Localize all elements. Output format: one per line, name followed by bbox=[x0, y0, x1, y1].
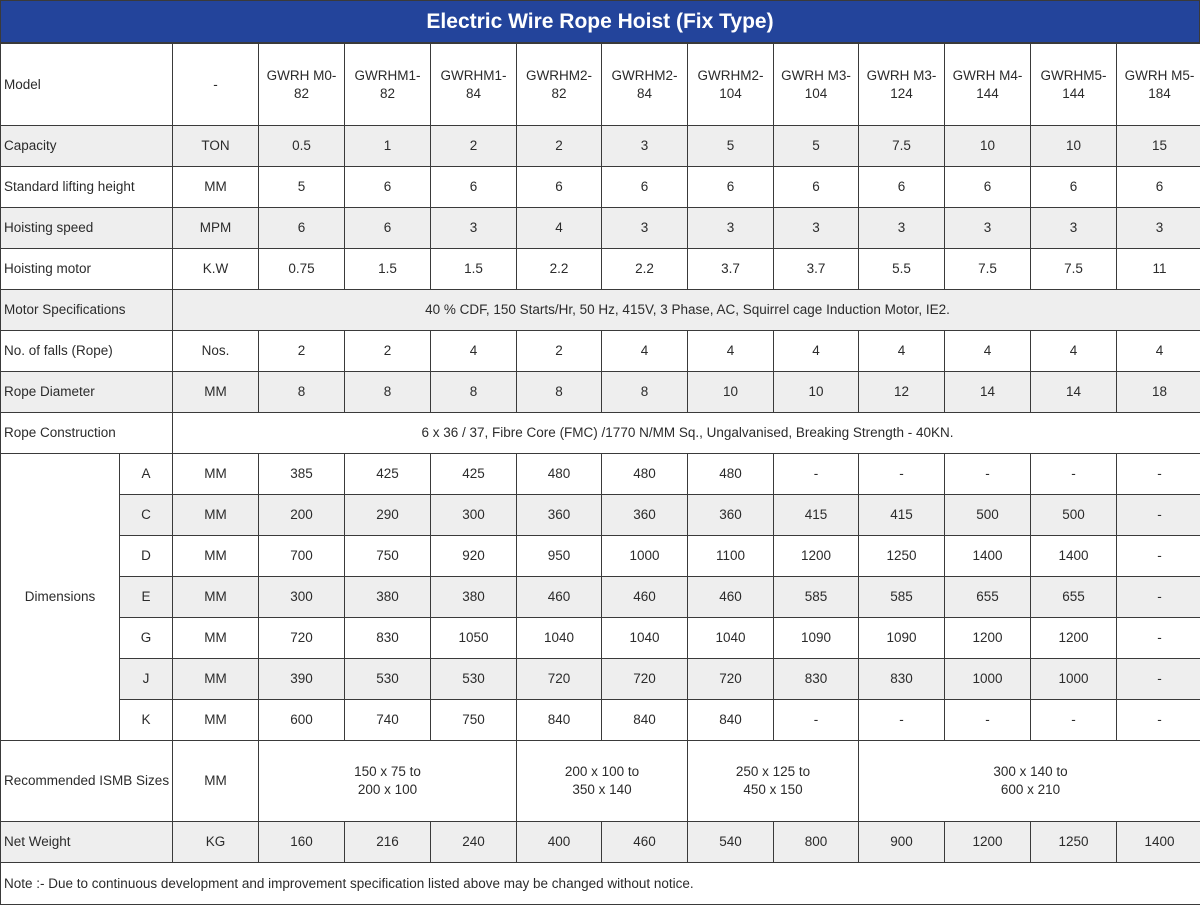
value-cell: - bbox=[1117, 700, 1200, 741]
dimension-row bbox=[1, 454, 1200, 495]
value-cell: 5 bbox=[259, 167, 345, 208]
value-cell: 6 bbox=[774, 167, 859, 208]
value-cell: - bbox=[1031, 454, 1117, 495]
value-cell: 460 bbox=[602, 822, 688, 863]
ismb-line: 250 x 125 to bbox=[690, 763, 856, 781]
dimension-key: J bbox=[120, 659, 173, 700]
spec-row bbox=[1, 372, 1200, 413]
dimension-key: E bbox=[120, 577, 173, 618]
ismb-line: 350 x 140 bbox=[519, 781, 685, 799]
page-title: Electric Wire Rope Hoist (Fix Type) bbox=[0, 0, 1200, 43]
value-cell: 390 bbox=[259, 659, 345, 700]
spec-row bbox=[1, 331, 1200, 372]
model-name-cell: GWRH M5-184 bbox=[1117, 44, 1200, 126]
value-cell: 4 bbox=[859, 331, 945, 372]
dimension-key: K bbox=[120, 700, 173, 741]
value-cell: 11 bbox=[1117, 249, 1200, 290]
value-cell: 5.5 bbox=[859, 249, 945, 290]
value-cell: 4 bbox=[688, 331, 774, 372]
value-cell: 460 bbox=[602, 577, 688, 618]
dimension-row bbox=[1, 659, 1200, 700]
value-cell: 460 bbox=[517, 577, 602, 618]
value-cell: 840 bbox=[602, 700, 688, 741]
value-cell: 1.5 bbox=[345, 249, 431, 290]
value-cell: - bbox=[1117, 536, 1200, 577]
value-cell: - bbox=[1117, 618, 1200, 659]
value-cell: - bbox=[774, 700, 859, 741]
value-cell: 1400 bbox=[1117, 822, 1200, 863]
dimension-key: G bbox=[120, 618, 173, 659]
model-header-row bbox=[1, 44, 1200, 126]
unit-cell: MM bbox=[173, 741, 259, 822]
value-cell: 1090 bbox=[859, 618, 945, 659]
value-cell: - bbox=[1117, 659, 1200, 700]
value-cell: 1090 bbox=[774, 618, 859, 659]
model-name-cell: GWRH M4-144 bbox=[945, 44, 1031, 126]
model-name-cell: GWRH M3-124 bbox=[859, 44, 945, 126]
value-cell: 750 bbox=[431, 700, 517, 741]
value-cell: 2 bbox=[345, 331, 431, 372]
row-label: Motor Specifications bbox=[1, 290, 173, 331]
dimension-row bbox=[1, 577, 1200, 618]
value-cell: 415 bbox=[774, 495, 859, 536]
value-cell: 2.2 bbox=[517, 249, 602, 290]
motor-spec-text: 40 % CDF, 150 Starts/Hr, 50 Hz, 415V, 3 Phase, AC, Squirrel cage Induction Motor, IE2. bbox=[173, 290, 1200, 331]
unit-cell: TON bbox=[173, 126, 259, 167]
dimension-row bbox=[1, 700, 1200, 741]
motor-spec-row bbox=[1, 290, 1200, 331]
value-cell: 160 bbox=[259, 822, 345, 863]
ismb-line: 300 x 140 to bbox=[861, 763, 1200, 781]
value-cell: 480 bbox=[688, 454, 774, 495]
value-cell: 4 bbox=[517, 208, 602, 249]
value-cell: 10 bbox=[1031, 126, 1117, 167]
value-cell: 240 bbox=[431, 822, 517, 863]
value-cell: 8 bbox=[517, 372, 602, 413]
row-label: Recommended ISMB Sizes bbox=[1, 741, 173, 822]
row-label: Standard lifting height bbox=[1, 167, 173, 208]
model-name-cell: GWRH M0-82 bbox=[259, 44, 345, 126]
note-row bbox=[1, 863, 1200, 905]
value-cell: 6 bbox=[345, 208, 431, 249]
value-cell: 415 bbox=[859, 495, 945, 536]
value-cell: 480 bbox=[602, 454, 688, 495]
value-cell: 540 bbox=[688, 822, 774, 863]
value-cell: 6 bbox=[517, 167, 602, 208]
row-label: Hoisting speed bbox=[1, 208, 173, 249]
value-cell: 360 bbox=[602, 495, 688, 536]
value-cell: 3 bbox=[602, 208, 688, 249]
value-cell: - bbox=[945, 454, 1031, 495]
value-cell: 4 bbox=[945, 331, 1031, 372]
value-cell: 4 bbox=[774, 331, 859, 372]
footnote: Note :- Due to continuous development and improvement specification listed above may be changed without notice. bbox=[1, 863, 1200, 905]
dimension-key: C bbox=[120, 495, 173, 536]
value-cell: 18 bbox=[1117, 372, 1200, 413]
value-cell: 1100 bbox=[688, 536, 774, 577]
value-cell: 700 bbox=[259, 536, 345, 577]
value-cell: 720 bbox=[259, 618, 345, 659]
value-cell: 500 bbox=[945, 495, 1031, 536]
value-cell: 585 bbox=[774, 577, 859, 618]
value-cell: 600 bbox=[259, 700, 345, 741]
unit-cell: K.W bbox=[173, 249, 259, 290]
value-cell: 8 bbox=[431, 372, 517, 413]
value-cell: 6 bbox=[688, 167, 774, 208]
ismb-line: 200 x 100 to bbox=[519, 763, 685, 781]
row-label: Hoisting motor bbox=[1, 249, 173, 290]
dimension-row bbox=[1, 536, 1200, 577]
value-cell: 360 bbox=[517, 495, 602, 536]
value-cell: 7.5 bbox=[859, 126, 945, 167]
ismb-row bbox=[1, 741, 1200, 822]
value-cell: 2 bbox=[431, 126, 517, 167]
value-cell: 1000 bbox=[602, 536, 688, 577]
value-cell: 530 bbox=[345, 659, 431, 700]
row-label: Capacity bbox=[1, 126, 173, 167]
value-cell: 6 bbox=[602, 167, 688, 208]
model-name-cell: GWRHM1-82 bbox=[345, 44, 431, 126]
value-cell: 1040 bbox=[688, 618, 774, 659]
value-cell: 1250 bbox=[859, 536, 945, 577]
spec-row bbox=[1, 249, 1200, 290]
value-cell: 750 bbox=[345, 536, 431, 577]
spec-row bbox=[1, 167, 1200, 208]
spec-row bbox=[1, 208, 1200, 249]
ismb-line: 600 x 210 bbox=[861, 781, 1200, 799]
value-cell: 530 bbox=[431, 659, 517, 700]
value-cell: - bbox=[1117, 495, 1200, 536]
unit-cell: MM bbox=[173, 454, 259, 495]
dimension-row bbox=[1, 618, 1200, 659]
unit-cell: MM bbox=[173, 372, 259, 413]
value-cell: 425 bbox=[345, 454, 431, 495]
model-name-cell: GWRHM2-104 bbox=[688, 44, 774, 126]
row-label: Rope Construction bbox=[1, 413, 173, 454]
spec-row bbox=[1, 126, 1200, 167]
dimension-key: D bbox=[120, 536, 173, 577]
model-name-cell: GWRH M3-104 bbox=[774, 44, 859, 126]
value-cell: 6 bbox=[1031, 167, 1117, 208]
dimension-key: A bbox=[120, 454, 173, 495]
value-cell: 720 bbox=[688, 659, 774, 700]
value-cell: 1200 bbox=[945, 822, 1031, 863]
unit-cell: MM bbox=[173, 167, 259, 208]
value-cell: 1000 bbox=[945, 659, 1031, 700]
unit-cell: KG bbox=[173, 822, 259, 863]
value-cell: 290 bbox=[345, 495, 431, 536]
value-cell: 380 bbox=[345, 577, 431, 618]
dimension-row bbox=[1, 495, 1200, 536]
value-cell: 5 bbox=[774, 126, 859, 167]
value-cell: 1250 bbox=[1031, 822, 1117, 863]
value-cell: 4 bbox=[431, 331, 517, 372]
rope-construction-text: 6 x 36 / 37, Fibre Core (FMC) /1770 N/MM Sq., Ungalvanised, Breaking Strength - 40KN. bbox=[173, 413, 1200, 454]
value-cell: 3.7 bbox=[774, 249, 859, 290]
value-cell: 3 bbox=[1117, 208, 1200, 249]
rope-construction-row bbox=[1, 413, 1200, 454]
value-cell: 10 bbox=[774, 372, 859, 413]
value-cell: 1040 bbox=[602, 618, 688, 659]
value-cell: 3 bbox=[774, 208, 859, 249]
ismb-size-range bbox=[259, 741, 517, 822]
value-cell: 6 bbox=[1117, 167, 1200, 208]
ismb-size-range bbox=[517, 741, 688, 822]
row-label: No. of falls (Rope) bbox=[1, 331, 173, 372]
row-label: Rope Diameter bbox=[1, 372, 173, 413]
ismb-line: 450 x 150 bbox=[690, 781, 856, 799]
value-cell: 655 bbox=[1031, 577, 1117, 618]
value-cell: 12 bbox=[859, 372, 945, 413]
value-cell: - bbox=[945, 700, 1031, 741]
value-cell: 6 bbox=[945, 167, 1031, 208]
value-cell: 920 bbox=[431, 536, 517, 577]
unit-cell: - bbox=[173, 44, 259, 126]
model-name-cell: GWRHM2-84 bbox=[602, 44, 688, 126]
value-cell: 740 bbox=[345, 700, 431, 741]
net-weight-row bbox=[1, 822, 1200, 863]
value-cell: 3 bbox=[688, 208, 774, 249]
value-cell: 500 bbox=[1031, 495, 1117, 536]
value-cell: 6 bbox=[259, 208, 345, 249]
ismb-size-range bbox=[859, 741, 1200, 822]
value-cell: 8 bbox=[259, 372, 345, 413]
value-cell: 1400 bbox=[1031, 536, 1117, 577]
value-cell: 7.5 bbox=[945, 249, 1031, 290]
unit-cell: Nos. bbox=[173, 331, 259, 372]
value-cell: 2 bbox=[259, 331, 345, 372]
model-name-cell: GWRHM1-84 bbox=[431, 44, 517, 126]
value-cell: 300 bbox=[259, 577, 345, 618]
value-cell: 6 bbox=[859, 167, 945, 208]
value-cell: 200 bbox=[259, 495, 345, 536]
value-cell: 830 bbox=[345, 618, 431, 659]
unit-cell: MM bbox=[173, 618, 259, 659]
row-label: Net Weight bbox=[1, 822, 173, 863]
model-name-cell: GWRHM5-144 bbox=[1031, 44, 1117, 126]
value-cell: 1200 bbox=[774, 536, 859, 577]
value-cell: 5 bbox=[688, 126, 774, 167]
value-cell: 6 bbox=[345, 167, 431, 208]
value-cell: 0.75 bbox=[259, 249, 345, 290]
unit-cell: MM bbox=[173, 659, 259, 700]
value-cell: 1000 bbox=[1031, 659, 1117, 700]
value-cell: 15 bbox=[1117, 126, 1200, 167]
value-cell: 840 bbox=[517, 700, 602, 741]
value-cell: 1200 bbox=[1031, 618, 1117, 659]
value-cell: 4 bbox=[1031, 331, 1117, 372]
value-cell: - bbox=[1117, 577, 1200, 618]
value-cell: 360 bbox=[688, 495, 774, 536]
value-cell: 0.5 bbox=[259, 126, 345, 167]
value-cell: 830 bbox=[859, 659, 945, 700]
value-cell: 4 bbox=[602, 331, 688, 372]
value-cell: 460 bbox=[688, 577, 774, 618]
value-cell: 900 bbox=[859, 822, 945, 863]
value-cell: 720 bbox=[517, 659, 602, 700]
value-cell: 3 bbox=[431, 208, 517, 249]
value-cell: 2 bbox=[517, 126, 602, 167]
unit-cell: MM bbox=[173, 700, 259, 741]
value-cell: - bbox=[859, 700, 945, 741]
value-cell: 1040 bbox=[517, 618, 602, 659]
ismb-line: 150 x 75 to bbox=[261, 763, 514, 781]
value-cell: - bbox=[774, 454, 859, 495]
value-cell: 3 bbox=[1031, 208, 1117, 249]
unit-cell: MM bbox=[173, 495, 259, 536]
ismb-size-range bbox=[688, 741, 859, 822]
value-cell: 3 bbox=[945, 208, 1031, 249]
value-cell: 3.7 bbox=[688, 249, 774, 290]
value-cell: 720 bbox=[602, 659, 688, 700]
value-cell: 3 bbox=[859, 208, 945, 249]
value-cell: 585 bbox=[859, 577, 945, 618]
ismb-line: 200 x 100 bbox=[261, 781, 514, 799]
value-cell: 2.2 bbox=[602, 249, 688, 290]
value-cell: 830 bbox=[774, 659, 859, 700]
value-cell: 14 bbox=[945, 372, 1031, 413]
value-cell: 1 bbox=[345, 126, 431, 167]
value-cell: 300 bbox=[431, 495, 517, 536]
value-cell: 2 bbox=[517, 331, 602, 372]
value-cell: 8 bbox=[345, 372, 431, 413]
value-cell: 380 bbox=[431, 577, 517, 618]
value-cell: 400 bbox=[517, 822, 602, 863]
value-cell: 216 bbox=[345, 822, 431, 863]
value-cell: 4 bbox=[1117, 331, 1200, 372]
value-cell: 7.5 bbox=[1031, 249, 1117, 290]
unit-cell: MPM bbox=[173, 208, 259, 249]
value-cell: 1200 bbox=[945, 618, 1031, 659]
value-cell: - bbox=[859, 454, 945, 495]
unit-cell: MM bbox=[173, 577, 259, 618]
value-cell: 425 bbox=[431, 454, 517, 495]
spec-table bbox=[0, 43, 1200, 905]
value-cell: 3 bbox=[602, 126, 688, 167]
value-cell: 14 bbox=[1031, 372, 1117, 413]
model-name-cell: GWRHM2-82 bbox=[517, 44, 602, 126]
value-cell: 480 bbox=[517, 454, 602, 495]
value-cell: 385 bbox=[259, 454, 345, 495]
value-cell: 655 bbox=[945, 577, 1031, 618]
value-cell: 840 bbox=[688, 700, 774, 741]
row-label: Model bbox=[1, 44, 173, 126]
value-cell: - bbox=[1031, 700, 1117, 741]
value-cell: 1400 bbox=[945, 536, 1031, 577]
value-cell: 1.5 bbox=[431, 249, 517, 290]
value-cell: 10 bbox=[688, 372, 774, 413]
value-cell: - bbox=[1117, 454, 1200, 495]
value-cell: 6 bbox=[431, 167, 517, 208]
value-cell: 8 bbox=[602, 372, 688, 413]
value-cell: 950 bbox=[517, 536, 602, 577]
unit-cell: MM bbox=[173, 536, 259, 577]
value-cell: 10 bbox=[945, 126, 1031, 167]
value-cell: 1050 bbox=[431, 618, 517, 659]
value-cell: 800 bbox=[774, 822, 859, 863]
dimensions-label: Dimensions bbox=[1, 454, 120, 741]
